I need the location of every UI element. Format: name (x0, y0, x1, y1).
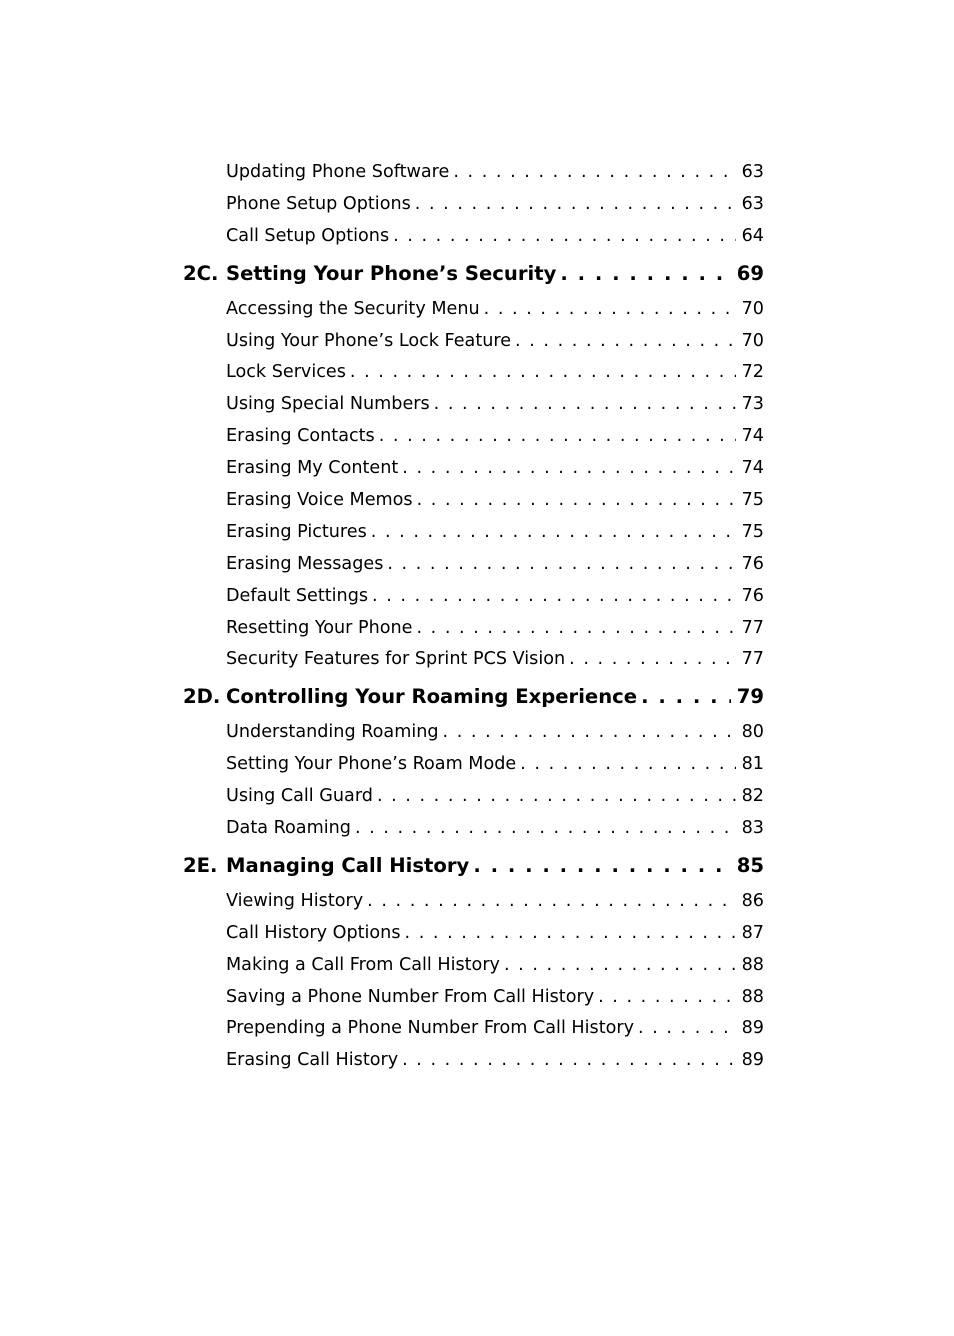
toc-entry[interactable] (183, 357, 764, 389)
toc-entry-page: 70 (741, 330, 764, 351)
toc-entry[interactable] (183, 749, 764, 781)
toc-entry[interactable] (183, 613, 764, 645)
dot-leader (569, 644, 735, 676)
toc-entry-title: Security Features for Sprint PCS Vision (226, 649, 566, 670)
toc-entry-title: Default Settings (226, 585, 369, 606)
section-page: 69 (736, 261, 764, 285)
toc-entry-page: 76 (741, 585, 764, 606)
dot-leader (473, 847, 730, 884)
dot-leader (402, 453, 735, 485)
toc-entry-title: Erasing My Content (226, 458, 399, 479)
dot-leader (393, 221, 735, 253)
dot-leader (367, 886, 735, 918)
dot-leader (641, 678, 731, 715)
toc-entry-page: 82 (741, 786, 764, 807)
toc-entry-title: Call Setup Options (226, 225, 390, 246)
toc-entry-title: Using Your Phone’s Lock Feature (226, 330, 512, 351)
dot-leader (484, 294, 736, 326)
dot-leader (405, 918, 736, 950)
toc-entry-title: Viewing History (226, 890, 364, 911)
toc-entry[interactable] (183, 886, 764, 918)
dot-leader (638, 1013, 736, 1045)
toc-entry-page: 77 (741, 617, 764, 638)
toc-entry-title: Erasing Voice Memos (226, 490, 413, 511)
toc-entry-page: 86 (741, 890, 764, 911)
dot-leader (372, 581, 736, 613)
toc-entry[interactable] (183, 549, 764, 581)
dot-leader (377, 781, 736, 813)
toc-entry[interactable] (183, 1045, 764, 1077)
dot-leader (453, 157, 735, 189)
toc-entry-title: Erasing Contacts (226, 426, 375, 447)
toc-entry-page: 63 (741, 162, 764, 182)
section-title: Controlling Your Roaming Experience (226, 685, 638, 709)
section-title: Setting Your Phone’s Security (226, 261, 557, 285)
toc-entry[interactable] (183, 982, 764, 1014)
dot-leader (515, 326, 736, 358)
toc-entry-page: 74 (741, 426, 764, 447)
toc-entry-page: 73 (741, 394, 764, 415)
dot-leader (417, 485, 736, 517)
toc-entry-page: 74 (741, 458, 764, 479)
toc-entry-page: 89 (741, 1018, 764, 1039)
toc-entry-page: 77 (741, 649, 764, 670)
toc-entry[interactable] (183, 581, 764, 613)
dot-leader (443, 717, 736, 749)
toc-entry[interactable] (183, 189, 764, 221)
toc-entry-page: 88 (741, 986, 764, 1007)
toc-entry[interactable] (183, 421, 764, 453)
toc-entry-page: 70 (741, 298, 764, 319)
section-page: 85 (736, 853, 764, 877)
toc-entry[interactable] (183, 1013, 764, 1045)
toc-entry[interactable] (183, 485, 764, 517)
toc-entry[interactable] (183, 918, 764, 950)
toc-entry-title: Call History Options (226, 922, 401, 943)
toc-entry-title: Erasing Pictures (226, 521, 367, 542)
toc-entry-title: Using Call Guard (226, 786, 373, 807)
dot-leader (560, 255, 730, 292)
toc-entry[interactable] (183, 326, 764, 358)
dot-leader (415, 189, 736, 221)
toc-entry-page: 89 (741, 1050, 764, 1071)
toc-entry-title: Updating Phone Software (226, 162, 450, 182)
toc-entry-page: 81 (741, 754, 764, 775)
toc-section-2c[interactable] (183, 255, 764, 292)
toc-entry[interactable] (183, 813, 764, 845)
dot-leader (379, 421, 736, 453)
toc-entry-title: Lock Services (226, 362, 346, 383)
section-title: Managing Call History (226, 853, 470, 877)
toc-entry-title: Saving a Phone Number From Call History (226, 986, 595, 1007)
toc-entry-page: 88 (741, 954, 764, 975)
section-number: 2D. (183, 685, 221, 709)
dot-leader (350, 357, 736, 389)
toc-entry[interactable] (183, 294, 764, 326)
toc-entry[interactable] (183, 453, 764, 485)
toc-entry-page: 87 (741, 922, 764, 943)
toc-entry-title: Erasing Call History (226, 1050, 399, 1071)
toc-entry[interactable] (183, 517, 764, 549)
toc-entry-title: Resetting Your Phone (226, 617, 413, 638)
section-number: 2C. (183, 261, 219, 285)
table-of-contents (183, 157, 764, 1077)
toc-section-2e[interactable] (183, 847, 764, 884)
toc-entry[interactable] (183, 221, 764, 253)
toc-entry-title: Understanding Roaming (226, 722, 439, 743)
toc-entry-title: Prepending a Phone Number From Call History (226, 1018, 635, 1039)
dot-leader (417, 613, 736, 645)
toc-entry-page: 76 (741, 553, 764, 574)
toc-entry-page: 75 (741, 521, 764, 542)
toc-entry[interactable] (183, 950, 764, 982)
dot-leader (371, 517, 736, 549)
toc-entry[interactable] (183, 717, 764, 749)
toc-entry-page: 72 (741, 362, 764, 383)
dot-leader (504, 950, 736, 982)
toc-entry[interactable] (183, 644, 764, 676)
toc-entry-page: 64 (741, 225, 764, 246)
toc-entry-page: 83 (741, 818, 764, 839)
toc-entry-title: Accessing the Security Menu (226, 298, 480, 319)
toc-entry-title: Using Special Numbers (226, 394, 430, 415)
toc-entry-title: Erasing Messages (226, 553, 384, 574)
dot-leader (402, 1045, 735, 1077)
toc-entry[interactable] (183, 389, 764, 421)
dot-leader (520, 749, 735, 781)
section-number: 2E. (183, 853, 218, 877)
toc-entry[interactable] (183, 157, 764, 189)
toc-entry-page: 80 (741, 722, 764, 743)
toc-entry-page: 75 (741, 490, 764, 511)
dot-leader (355, 813, 736, 845)
toc-entry[interactable] (183, 781, 764, 813)
dot-leader (434, 389, 736, 421)
toc-entry-title: Data Roaming (226, 818, 351, 839)
toc-entry-title: Making a Call From Call History (226, 954, 500, 975)
section-page: 79 (736, 685, 764, 709)
dot-leader (598, 982, 736, 1014)
toc-entry-title: Phone Setup Options (226, 193, 411, 214)
dot-leader (387, 549, 735, 581)
toc-section-2d[interactable] (183, 678, 764, 715)
toc-entry-title: Setting Your Phone’s Roam Mode (226, 754, 517, 775)
toc-entry-page: 63 (741, 193, 764, 214)
